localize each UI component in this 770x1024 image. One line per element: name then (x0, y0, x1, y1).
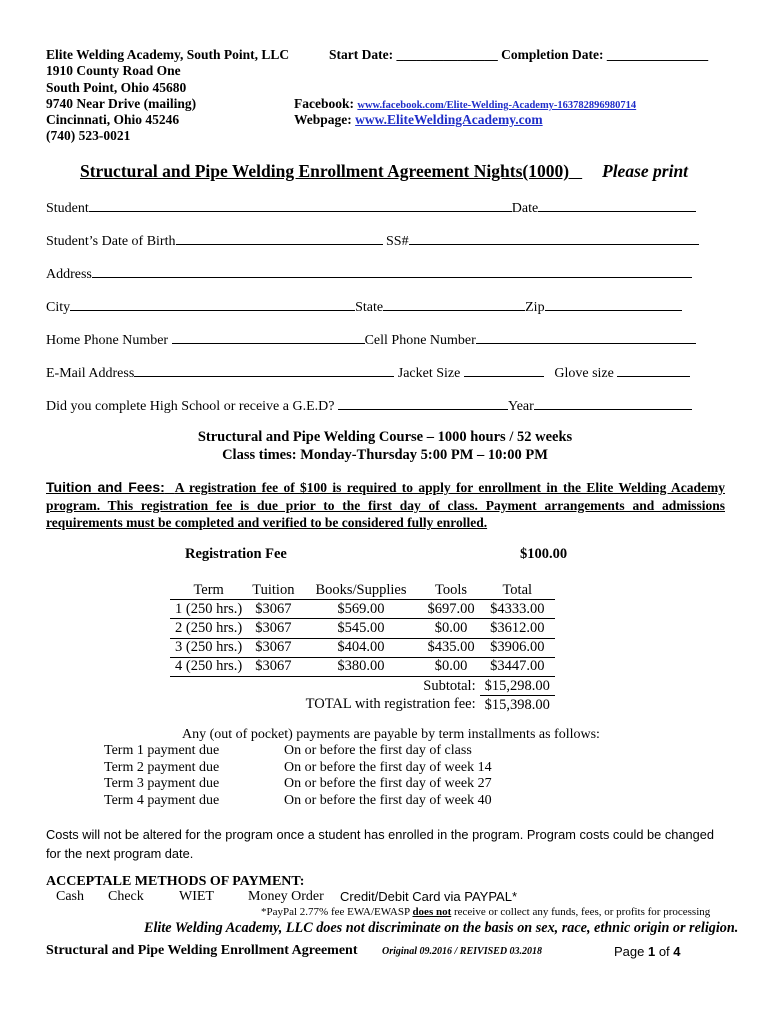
nondiscrimination-statement: Elite Welding Academy, LLC does not discriminate on the basis on sex, race, ethnic origin or religion. (144, 920, 739, 936)
cell-total: $4333.00 (480, 600, 555, 619)
org-name: Elite Welding Academy, South Point, LLC (46, 47, 290, 62)
installment-due: On or before the first day of class (284, 743, 472, 758)
webpage-link[interactable]: www.EliteWeldingAcademy.com (355, 112, 543, 127)
tuition-text: A registration fee of $100 is required to apply for enrollment in the Elite Welding Academy program. This registration fee is due prior to the first day of class. Payment arrangements and admissions requirements must be completed and verified to be considered fully enrolled. (46, 480, 725, 530)
cell-tools: $435.00 (423, 638, 480, 657)
table-row (170, 638, 555, 657)
completion-date-field[interactable]: Completion Date: _______________ (501, 47, 709, 62)
method-paypal: Credit/Debit Card via PAYPAL* (340, 889, 518, 904)
method-cash: Cash (56, 889, 84, 904)
installment-term: Term 1 payment due (104, 743, 220, 758)
ged-label: Did you complete High School or receive a G.E.D? (46, 399, 335, 414)
cell-books: $545.00 (299, 619, 422, 638)
year-label: Year (507, 399, 534, 414)
state-label: State (355, 300, 384, 315)
webpage-label: Webpage: (294, 112, 352, 127)
address-line: 1910 County Road One (46, 63, 181, 79)
glove-size-input[interactable] (617, 364, 690, 377)
class-times: Class times: Monday-Thursday 5:00 PM – 10:00 PM (222, 447, 548, 463)
dob-input[interactable] (176, 232, 383, 245)
city-label: City (46, 300, 71, 315)
installment-term: Term 4 payment due (104, 792, 220, 808)
email-label: E-Mail Address (46, 366, 135, 381)
footer-revision: Original 09.2016 / REIVISED 03.2018 (382, 946, 543, 957)
cell-term: 3 (250 hrs.) (170, 638, 247, 657)
paypal-note-rest: receive or collect any funds, fees, or profits for processing (451, 906, 711, 918)
facebook-link[interactable]: www.facebook.com/Elite-Welding-Academy-163782896980714 (357, 100, 637, 111)
table-row (170, 619, 555, 638)
installments-intro: Any (out of pocket) payments are payable by term installments as follows: (182, 727, 600, 742)
address-line: 9740 Near Drive (mailing) (46, 95, 197, 111)
page-number: Page 1 of 4 (614, 944, 681, 959)
ss-label: SS# (386, 234, 409, 249)
installment-due: On or before the first day of week 40 (284, 792, 492, 808)
cell-term: 2 (250 hrs.) (170, 619, 247, 638)
table-header-row (170, 581, 555, 600)
method-check: Check (108, 889, 144, 904)
registration-fee-label: Registration Fee (185, 546, 287, 562)
installment-term: Term 3 payment due (104, 776, 220, 791)
jacket-size-input[interactable] (464, 364, 544, 377)
phone-line: (740) 523-0021 (46, 128, 131, 144)
cell-total: $3906.00 (480, 638, 555, 657)
col-header-tools: Tools (423, 581, 480, 600)
cell-total: $3612.00 (480, 619, 555, 638)
col-header-total: Total (480, 581, 555, 600)
method-wiet: WIET (179, 889, 214, 904)
date-input[interactable] (538, 199, 696, 212)
zip-label: Zip (525, 300, 545, 315)
cell-phone-label: Cell Phone Number (364, 333, 476, 348)
payment-methods-heading: ACCEPTALE METHODS OF PAYMENT: (46, 874, 305, 889)
page-title: Structural and Pipe Welding Enrollment Agreement Nights(1000) (80, 161, 570, 181)
home-phone-input[interactable] (172, 331, 365, 344)
total-row (170, 696, 555, 715)
address-label: Address (46, 267, 92, 282)
ss-input[interactable] (409, 232, 699, 245)
col-header-tuition: Tuition (247, 581, 299, 600)
student-input[interactable] (89, 199, 512, 212)
zip-input[interactable] (545, 298, 682, 311)
registration-fee-value: $100.00 (520, 546, 568, 562)
city-input[interactable] (70, 298, 355, 311)
state-input[interactable] (383, 298, 525, 311)
cell-tuition: $3067 (247, 600, 299, 619)
address-input[interactable] (92, 265, 692, 278)
cell-term: 4 (250 hrs.) (170, 657, 247, 676)
dob-label: Student’s Date of Birth (46, 234, 176, 249)
subtotal-row (170, 676, 555, 695)
cell-books: $569.00 (299, 600, 422, 619)
cell-total: $3447.00 (480, 657, 555, 676)
facebook-label: Facebook: (294, 96, 354, 111)
cell-tools: $697.00 (423, 600, 480, 619)
table-row (170, 657, 555, 676)
installment-term: Term 2 payment due (104, 759, 220, 775)
installment-due: On or before the first day of week 27 (284, 776, 492, 791)
course-hours: Structural and Pipe Welding Course – 1000 hours / 52 weeks (197, 429, 573, 445)
home-phone-label: Home Phone Number (46, 333, 169, 348)
costs-note: Costs will not be altered for the program once a student has enrolled in the program. Program costs could be changed for the next program date. (46, 827, 714, 861)
please-print-note: Please print (602, 161, 689, 181)
year-input[interactable] (534, 397, 692, 410)
fee-table (170, 581, 555, 714)
student-label: Student (46, 201, 89, 216)
address-line: Cincinnati, Ohio 45246 (46, 112, 180, 128)
cell-tools: $0.00 (423, 657, 480, 676)
cell-term: 1 (250 hrs.) (170, 600, 247, 619)
ged-input[interactable] (338, 397, 508, 410)
cell-tuition: $3067 (247, 638, 299, 657)
jacket-size-label: Jacket Size (397, 366, 461, 381)
subtotal-value: $15,298.00 (480, 676, 555, 695)
method-money-order: Money Order (248, 889, 324, 904)
tuition-heading: Tuition and Fees: (46, 479, 165, 495)
tuition-section (46, 479, 725, 532)
email-input[interactable] (134, 364, 394, 377)
cell-books: $404.00 (299, 638, 422, 657)
header-address-block (46, 47, 289, 145)
total-label: TOTAL with registration fee: (305, 696, 476, 713)
glove-size-label: Glove size (554, 366, 614, 381)
paypal-note-emphasis: does not (412, 906, 452, 918)
col-header-term: Term (170, 581, 247, 600)
cell-phone-input[interactable] (476, 331, 696, 344)
installment-due: On or before the first day of week 14 (284, 759, 492, 775)
date-label: Date (511, 201, 539, 216)
cell-books: $380.00 (299, 657, 422, 676)
paypal-note: *PayPal 2.77% fee EWA/EWASP (261, 906, 413, 918)
table-row (170, 600, 555, 619)
cell-tuition: $3067 (247, 619, 299, 638)
cell-tuition: $3067 (247, 657, 299, 676)
footer-title: Structural and Pipe Welding Enrollment Agreement (46, 943, 358, 958)
col-header-books: Books/Supplies (299, 581, 422, 600)
start-date-field[interactable]: Start Date: _______________ (329, 47, 498, 62)
address-line: South Point, Ohio 45680 (46, 79, 187, 95)
cell-tools: $0.00 (423, 619, 480, 638)
subtotal-label: Subtotal: (423, 677, 476, 694)
total-value: $15,398.00 (484, 696, 550, 713)
